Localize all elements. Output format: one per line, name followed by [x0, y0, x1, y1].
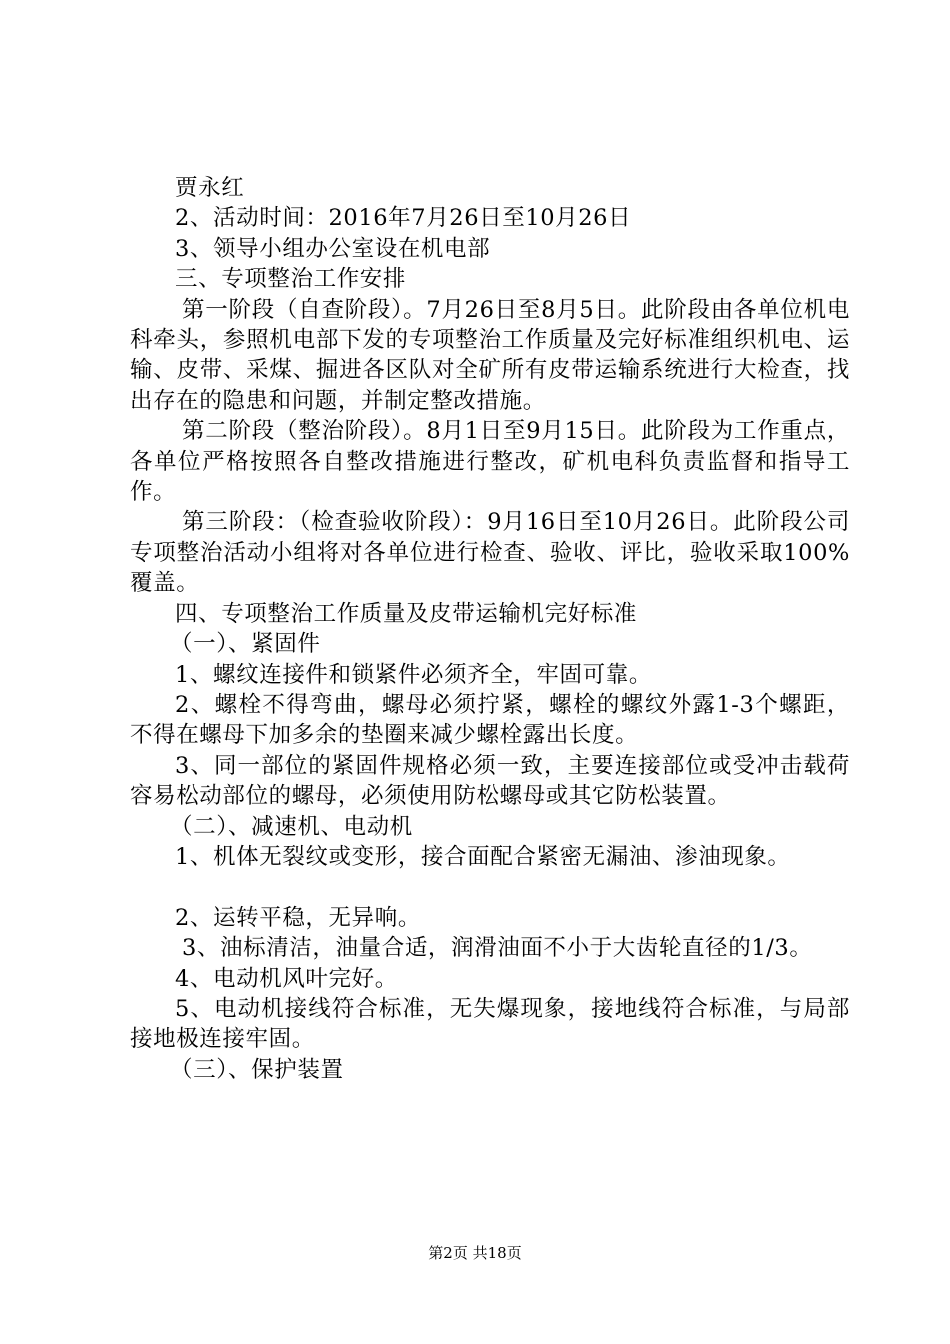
heading-reducer-motor: （二）、减速机、电动机 [170, 813, 413, 840]
paragraph-reducer-2: 2、运转平稳，无异响。 [175, 904, 421, 931]
paragraph-fastener-1: 1、螺纹连接件和锁紧件必须齐全，牢固可靠。 [175, 661, 652, 688]
heading-section-three: 三、专项整治工作安排 [175, 266, 407, 293]
paragraph-phase-two: 第二阶段（整治阶段）。8月1日至9月15日。此阶段为工作重点，各单位严格按照各自整改措施进行整改，矿机电科负责监督和指导工作。 [130, 418, 850, 506]
document-body [130, 173, 850, 1085]
heading-protection-devices: （三）、保护装置 [170, 1056, 344, 1083]
paragraph-reducer-1: 1、机体无裂纹或变形，接合面配合紧密无漏油、渗油现象。 [175, 843, 791, 870]
paragraph-reducer-5: 5、电动机接线符合标准，无失爆现象，接地线符合标准，与局部接地极连接牢固。 [130, 995, 850, 1053]
paragraph-reducer-4: 4、电动机风叶完好。 [175, 965, 398, 992]
page-footer [0, 1243, 950, 1263]
paragraph-reducer-3: 3、油标清洁，油量合适，润滑油面不小于大齿轮直径的1/3。 [182, 935, 813, 962]
heading-section-four: 四、专项整治工作质量及皮带运输机完好标准 [175, 600, 638, 627]
paragraph-name-continuation: 贾永红 [175, 175, 245, 201]
paragraph-office-location: 3、领导小组办公室设在机电部 [175, 235, 491, 262]
heading-fasteners: （一）、紧固件 [170, 631, 321, 658]
paragraph-activity-time: 2、活动时间：2016年7月26日至10月26日 [175, 205, 632, 232]
paragraph-phase-one: 第一阶段（自查阶段）。7月26日至8月5日。此阶段由各单位机电科牵头，参照机电部下发的专项整治工作质量及完好标准组织机电、运输、皮带、采煤、掘进各区队对全矿所有皮带运输系统进行大检查，找出存在的隐患和问题，并制定整改措施。 [130, 296, 850, 414]
paragraph-phase-three: 第三阶段：（检查验收阶段）：9月16日至10月26日。此阶段公司专项整治活动小组将对各单位进行检查、验收、评比，验收采取100%覆盖。 [130, 509, 850, 597]
paragraph-fastener-3: 3、同一部位的紧固件规格必须一致，主要连接部位或受冲击载荷容易松动部位的螺母，必须使用防松螺母或其它防松装置。 [130, 752, 850, 810]
page-number-label: 第2页 共18页 [428, 1244, 522, 1262]
blank-line [130, 872, 850, 902]
paragraph-fastener-2: 2、螺栓不得弯曲，螺母必须拧紧，螺栓的螺纹外露1-3个螺距，不得在螺母下加多余的垫圈来减少螺栓露出长度。 [130, 691, 850, 749]
